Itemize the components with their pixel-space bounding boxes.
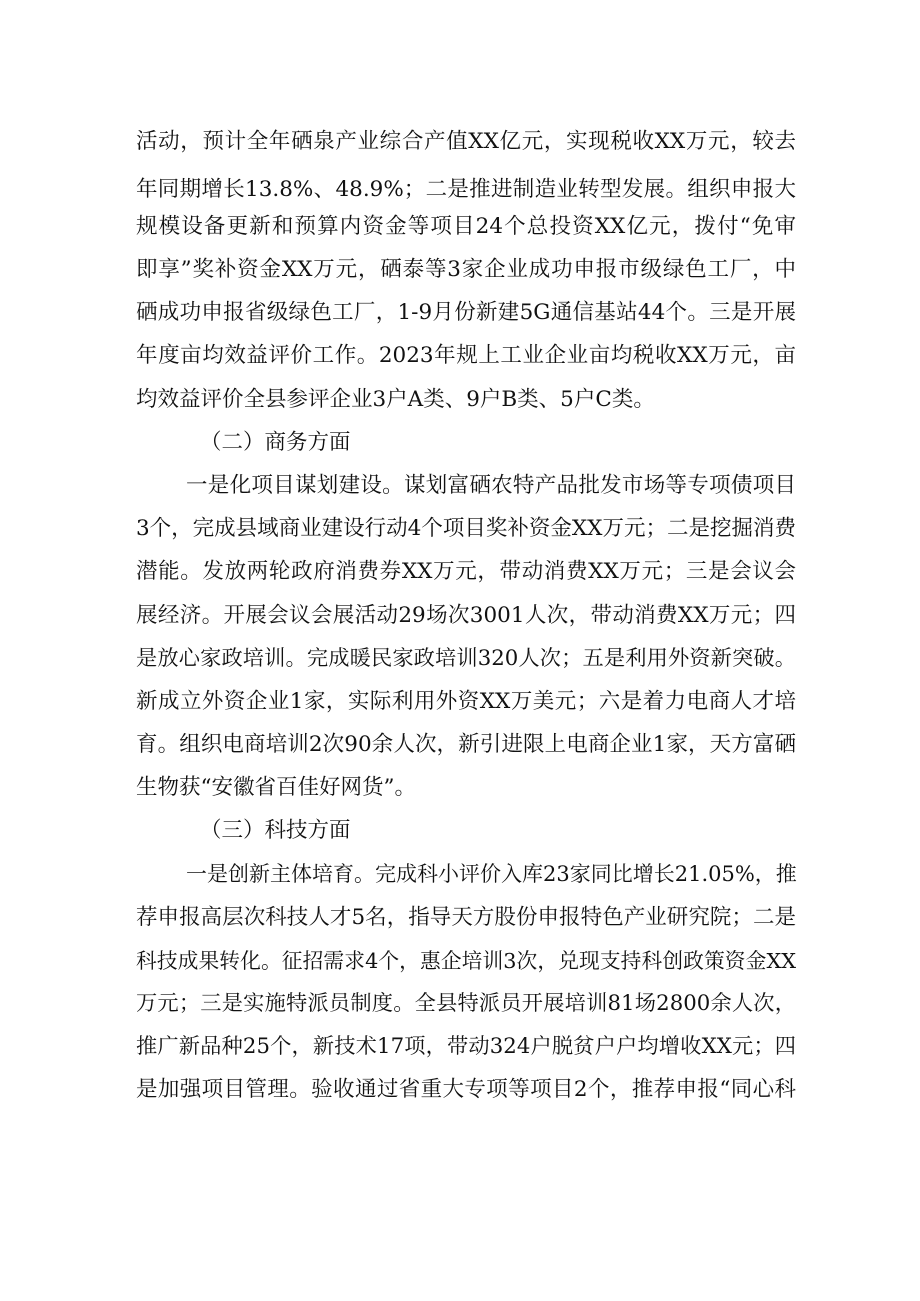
text-line: 生物获“安徽省百佳好网货”。	[136, 775, 416, 800]
text-line: 3个，完成县域商业建设行动4个项目奖补资金XX万元；二是挖掘消费	[136, 516, 796, 541]
text-line: 即享”奖补资金XX万元，硒泰等3家企业成功申报市级绿色工厂，中	[136, 257, 796, 282]
text-line: 育。组织电商培训2次90余人次，新引进限上电商企业1家，天方富硒	[136, 732, 796, 757]
text-line: 年同期增长13.8%、48.9%；二是推进制造业转型发展。组织申报大	[136, 177, 796, 202]
text-line: 万元；三是实施特派员制度。全县特派员开展培训81场2800余人次，	[136, 991, 796, 1016]
text-line: 一是化项目谋划建设。谋划富硒农特产品批发市场等专项债项目	[186, 473, 796, 498]
section-heading-technology: （三）科技方面	[200, 818, 351, 843]
text-line: 推广新品种25个，新技术17项，带动324户脱贫户户均增收XX元；四	[136, 1034, 796, 1059]
text-line: 荐申报高层次科技人才5名，指导天方股份申报特色产业研究院；二是	[136, 905, 796, 930]
text-line: 是加强项目管理。验收通过省重大专项等项目2个，推荐申报“同心科	[136, 1077, 796, 1102]
text-line: 年度亩均效益评价工作。2023年规上工业企业亩均税收XX万元，亩	[136, 343, 796, 368]
text-line: 均效益评价全县参评企业3户A类、9户B类、5户C类。	[136, 387, 655, 412]
section-heading-commerce: （二）商务方面	[200, 430, 351, 455]
text-line: 潜能。发放两轮政府消费券XX万元，带动消费XX万元；三是会议会	[136, 559, 796, 584]
text-line: 一是创新主体培育。完成科小评价入库23家同比增长21.05%，推	[186, 862, 797, 886]
text-line: 科技成果转化。征招需求4个，惠企培训3次，兑现支持科创政策资金XX	[136, 949, 796, 973]
text-line: 展经济。开展会议会展活动29场次3001人次，带动消费XX万元；四	[136, 603, 796, 628]
text-line: 新成立外资企业1家，实际利用外资XX万美元；六是着力电商人才培	[136, 689, 796, 714]
text-line: 活动，预计全年硒泉产业综合产值XX亿元，实现税收XX万元，较去	[136, 129, 796, 154]
text-line: 硒成功申报省级绿色工厂，1-9月份新建5G通信基站44个。三是开展	[136, 300, 796, 325]
text-line: 规模设备更新和预算内资金等项目24个总投资XX亿元，拨付“免审	[136, 214, 796, 239]
text-line: 是放心家政培训。完成暖民家政培训320人次；五是利用外资新突破。	[136, 646, 796, 671]
